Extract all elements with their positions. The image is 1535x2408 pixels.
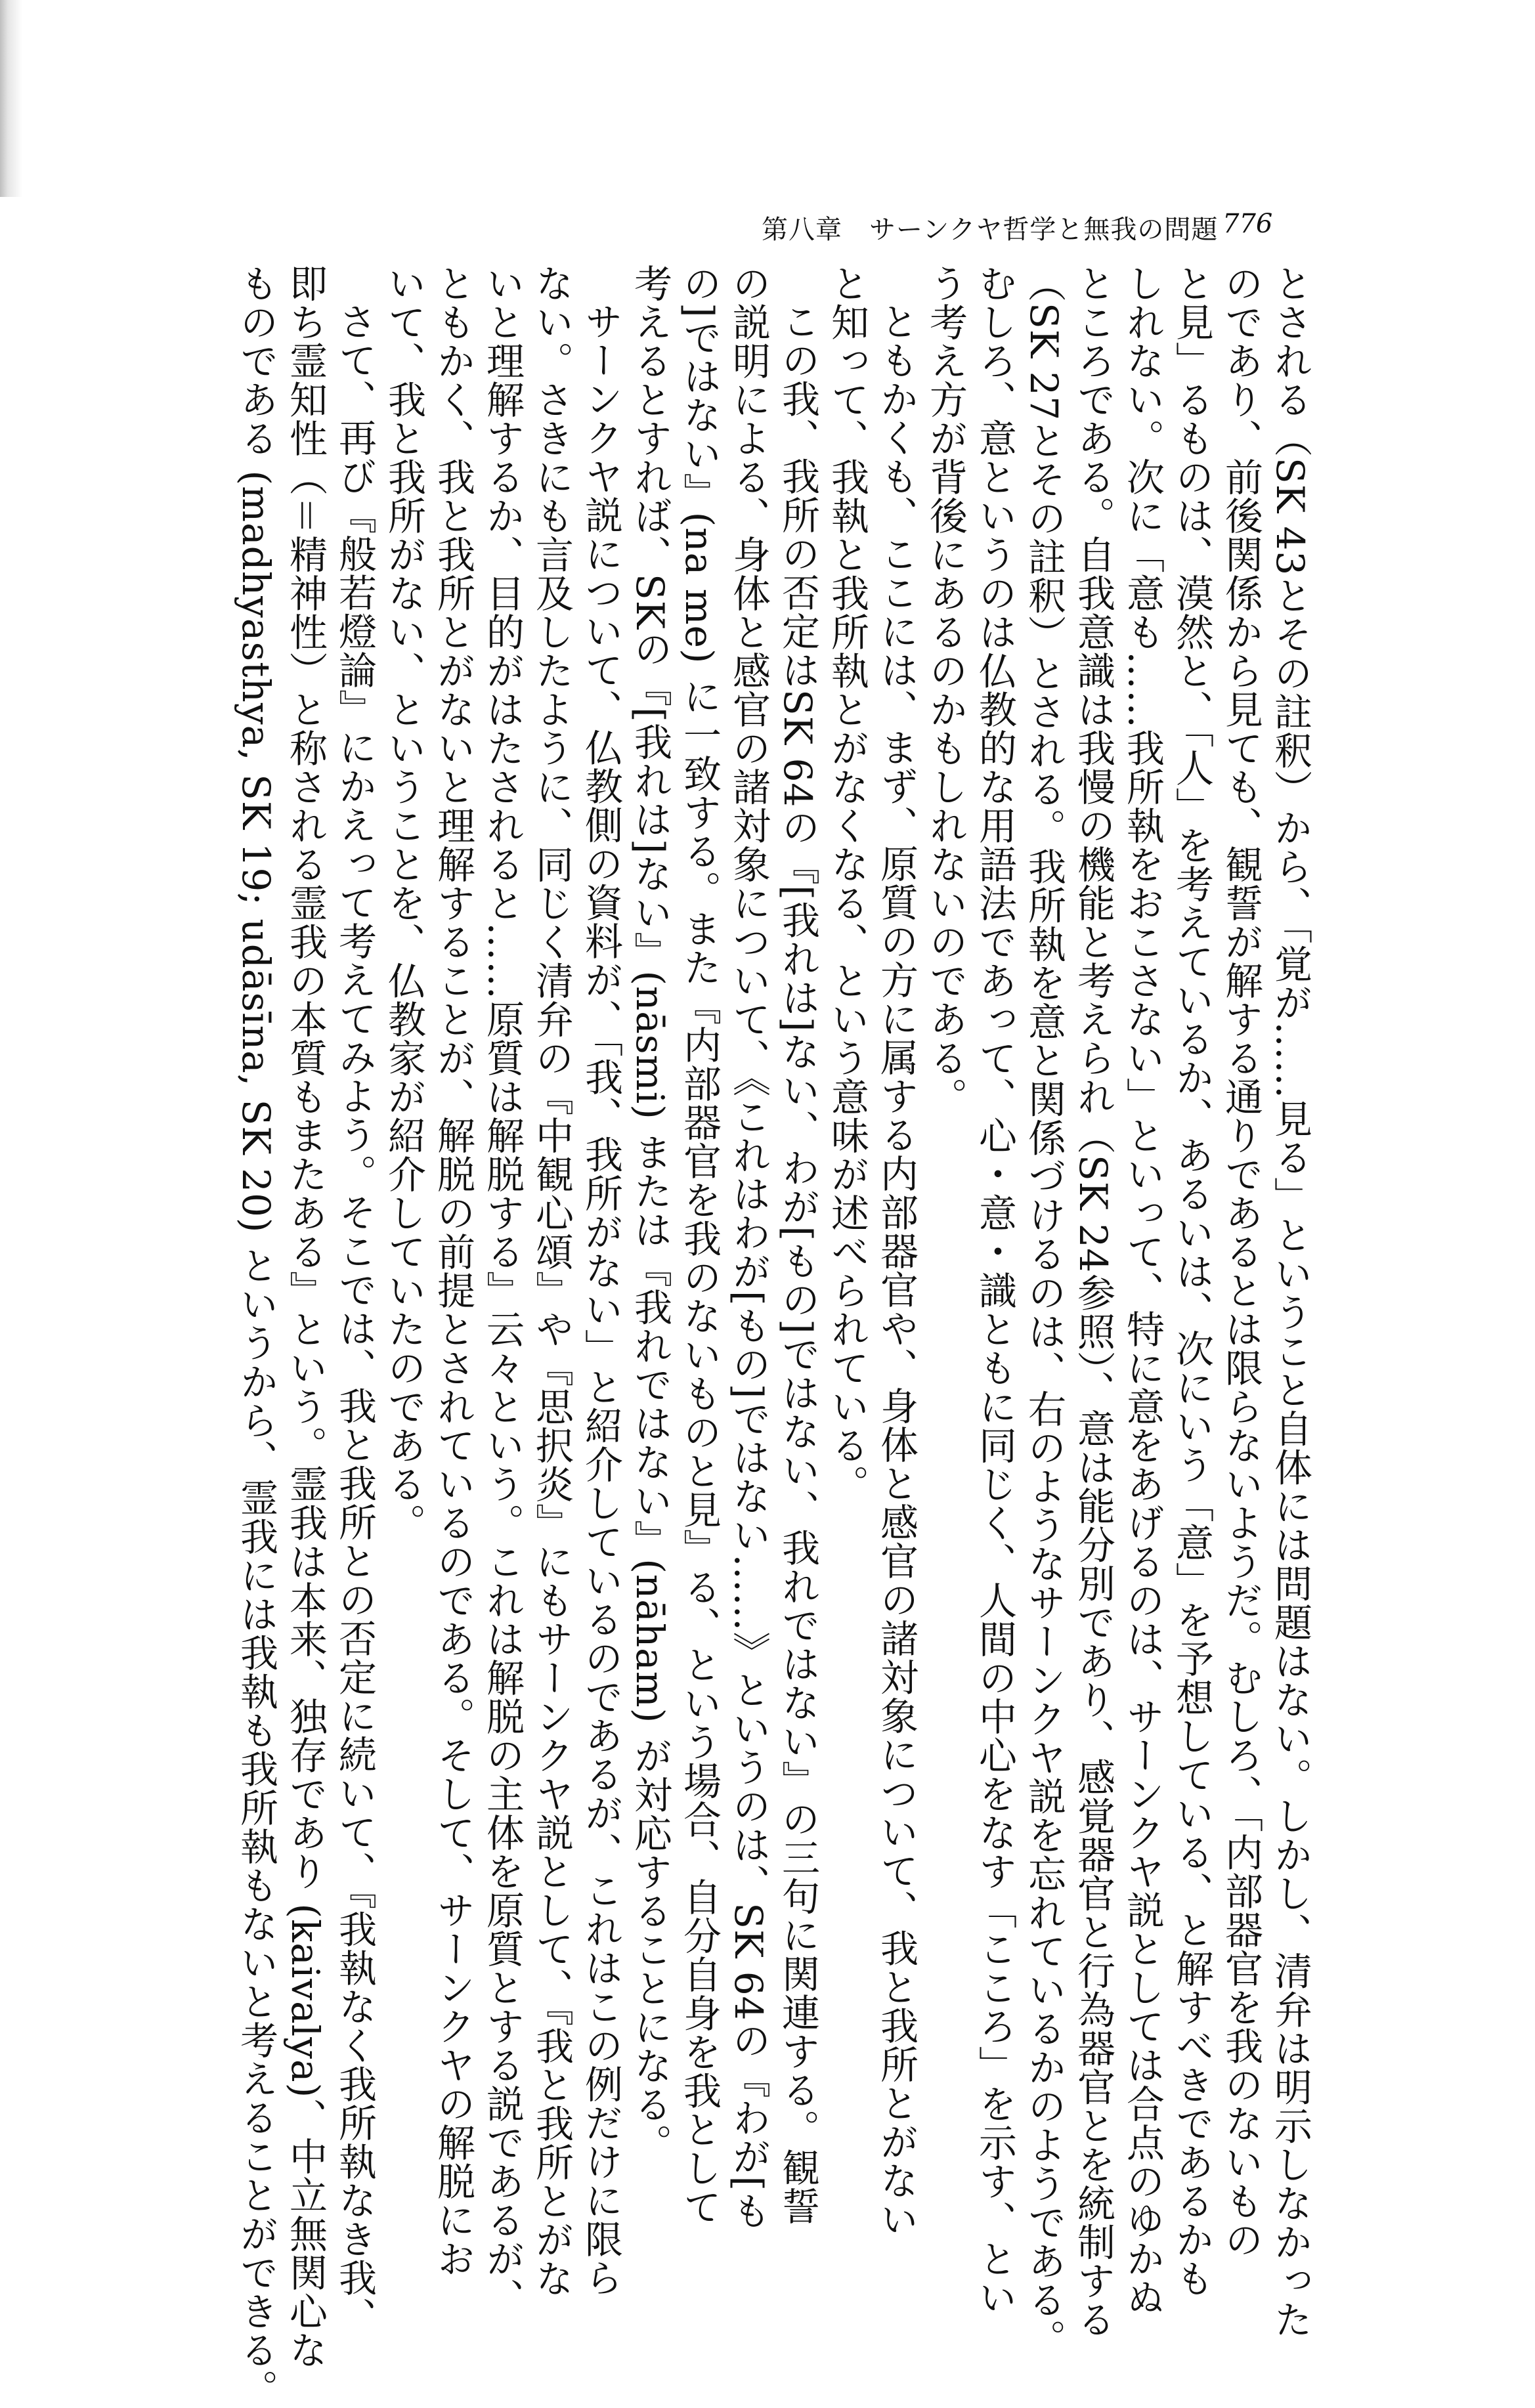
text-line: いて、我と我所がない、ということを、仏教家が紹介していたのである。: [381, 264, 426, 1542]
text-line: とされる（SK 43とその註釈）から、「覚が……見る」ということ自体には問題はない。しかし、清弁は明示しなかった: [1268, 264, 1312, 2339]
text-line: むしろ、意というのは仏教的な用語法であって、心・意・識ともに同じく、人間の中心をなす「こころ」を示す、とい: [972, 264, 1017, 2317]
text-line: （SK 27とその註釈）とされる。我所執を意と関係づけるのは、右のようなサーンクヤ説を忘れているかのようである。: [1022, 264, 1066, 2358]
text-line: の説明による、身体と感官の諸対象について、《これはわが[もの]ではない……》というのは、SK 64の『わが[も: [726, 264, 771, 2231]
page-number: 776: [1222, 209, 1273, 239]
text-line: ものである (madhyasthya, SK 19; udāsīna, SK 20) というから、霊我には我執も我所執もないと考えることができる。: [234, 264, 278, 2408]
text-line-paragraph-start: サーンクヤ説について、仏教側の資料が、「我、我所がない」と紹介しているのであるが、これはこの例だけに限ら: [578, 302, 623, 2297]
text-line: いと理解するか、目的がはたされると……原質は解脱する』云々という。これは解脱の主体を原質とする説であるが、: [480, 264, 525, 2317]
text-line: しれない。次に「意も……我所執をおこさない」といって、特に意をあげるのは、サーンクヤ説としては合点のゆかぬ: [1120, 264, 1165, 2317]
text-line: のであり、前後関係から見ても、観誓が解する通りであるとは限らないようだ。むしろ、「内部器官を我のないもの: [1219, 264, 1263, 2259]
text-line: 即ち霊知性（＝精神性）と称される霊我の本質もまたある』という。霊我は本来、独存であり (kaivalya)、中立無関心な: [283, 264, 328, 2370]
text-line: と見」るものは、漠然と、「人」を考えているか、あるいは、次にいう「意」を予想している、と解すべきであるかも: [1169, 264, 1214, 2298]
text-line: の]ではない』(na me) に一致する。また『内部器官を我のないものと見』る、という場合、自分自身を我として: [677, 264, 722, 2227]
body-text: [133, 264, 1314, 2408]
text-line: ない。さきにも言及したように、同じく清弁の『中観心頌』や『思択炎』にもサーンクヤ説として、『我と我所とがな: [529, 264, 574, 2298]
running-title: 第八章 サーンクヤ哲学と無我の問題: [762, 215, 1219, 245]
text-line: ところである。自我意識は我慢の機能と考えられ（SK 24参照）、意は能分別であり、感覚器官と行為器官とを統制する: [1071, 264, 1115, 2339]
text-line: う考え方が背後にあるのかもしれないのである。: [923, 264, 968, 1116]
text-line-paragraph-start: さて、再び『般若燈論』にかえって考えてみよう。そこでは、我と我所との否定に続いて、『我執なく我所執なき我、: [332, 302, 377, 2336]
text-line: 考えるとすれば、SKの『[我れは]ない』(nāsmi) または『我れではない』(nāham) が対応することになる。: [628, 264, 672, 2162]
text-line-paragraph-start: ともかくも、ここには、まず、原質の方に属する内部器官や、身体と感官の諸対象について、我と我所とがない: [874, 302, 919, 2239]
text-line-paragraph-start: この我、我所の否定はSK 64の『[我れは]ない、わが[もの]ではない、我れではない』の三句に関連する。観誓: [775, 302, 820, 2225]
text-line: ともかく、我と我所とがないと理解することが、解脱の前提とされているのである。そして、サーンクヤの解脱にお: [431, 264, 475, 2278]
text-line: と知って、我執と我所執とがなくなる、という意味が述べられている。: [825, 264, 869, 1503]
scan-edge-shadow: [0, 0, 22, 197]
